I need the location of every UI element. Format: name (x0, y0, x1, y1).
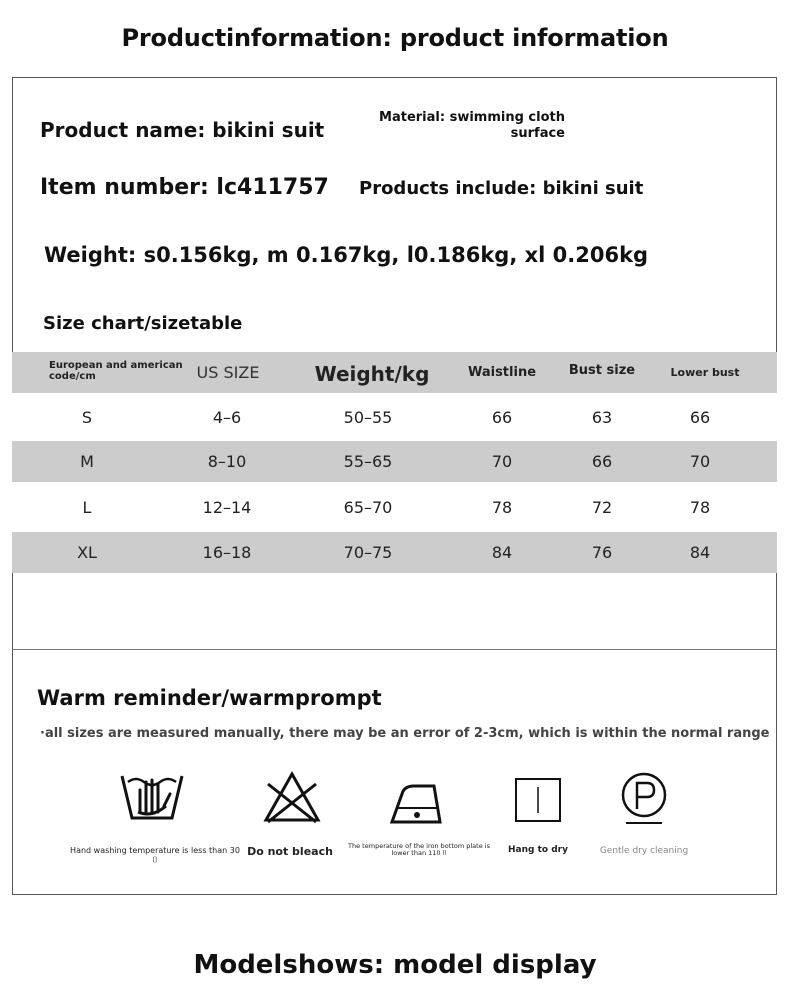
table-cell: 66 (491, 407, 513, 427)
table-cell: 84 (689, 543, 711, 562)
care-label-iron (344, 843, 494, 857)
header-lower-bust: Lower bust (670, 366, 740, 379)
item-number: Item number: lc411757 (40, 175, 329, 200)
table-cell: 76 (591, 543, 613, 562)
table-cell: 72 (591, 497, 613, 517)
product-material (345, 110, 565, 142)
warm-reminder-title: Warm reminder/warmprompt (37, 686, 382, 710)
care-label-hand-wash: Hand washing temperature is less than 30 ⌷ (70, 846, 240, 864)
table-cell: 66 (591, 452, 613, 471)
hang-dry-icon (514, 777, 562, 827)
material-line-1: Material: swimming cloth (379, 110, 565, 125)
table-cell: 70 (491, 452, 513, 471)
table-cell: 78 (491, 497, 513, 517)
table-row (12, 482, 777, 532)
header-us-size: US SIZE (196, 363, 260, 382)
table-cell: 50–55 (343, 407, 393, 427)
iron-icon (388, 776, 446, 830)
table-cell: 12–14 (202, 497, 252, 517)
products-include: Products include: bikini suit (359, 178, 644, 199)
table-cell: 66 (689, 407, 711, 427)
table-cell: 70 (689, 452, 711, 471)
dry-clean-icon (620, 771, 668, 831)
material-line-2: surface (510, 126, 565, 141)
size-table-header (12, 352, 777, 393)
header-waistline: Waistline (467, 365, 537, 380)
table-cell: XL (77, 543, 97, 562)
table-cell: 55–65 (343, 452, 393, 471)
care-label-hang-dry: Hang to dry (508, 845, 568, 855)
hand-wash-icon (118, 768, 186, 830)
table-cell: 16–18 (202, 543, 252, 562)
table-cell: 4–6 (212, 407, 242, 427)
care-label-dry-clean: Gentle dry cleaning (599, 846, 689, 856)
header-eu-code: European and american code/cm (49, 359, 183, 382)
header-bust-size: Bust size (568, 363, 636, 378)
table-cell: L (82, 497, 92, 517)
care-label-no-bleach: Do not bleach (247, 845, 333, 858)
table-cell: 65–70 (343, 497, 393, 517)
table-cell: 70–75 (343, 543, 393, 562)
table-cell: 84 (491, 543, 513, 562)
table-row (12, 441, 777, 482)
table-cell: 78 (689, 497, 711, 517)
table-row (12, 393, 777, 441)
size-chart-title: Size chart/sizetable (43, 313, 243, 334)
table-cell: 8–10 (207, 452, 247, 471)
model-display-title: Modelshows: model display (193, 950, 597, 980)
header-weight: Weight/kg (314, 361, 430, 386)
section-divider (12, 649, 777, 650)
care-label-iron-line-2: lower than 110 ⌷ (391, 849, 447, 857)
no-bleach-icon (262, 770, 322, 830)
size-table (12, 352, 777, 573)
warm-reminder-note: ·all sizes are measured manually, there may be an error of 2-3cm, which is within the normal range (40, 726, 770, 741)
table-cell: 63 (591, 407, 613, 427)
table-cell: S (81, 407, 93, 427)
product-name: Product name: bikini suit (40, 118, 325, 142)
page-title: Productinformation: product information (121, 24, 669, 52)
table-row (12, 532, 777, 573)
table-cell: M (80, 452, 94, 471)
product-weight: Weight: s0.156kg, m 0.167kg, l0.186kg, xl 0.206kg (44, 243, 649, 267)
care-label-iron-line-1: The temperature of the iron bottom plate is (348, 842, 490, 850)
